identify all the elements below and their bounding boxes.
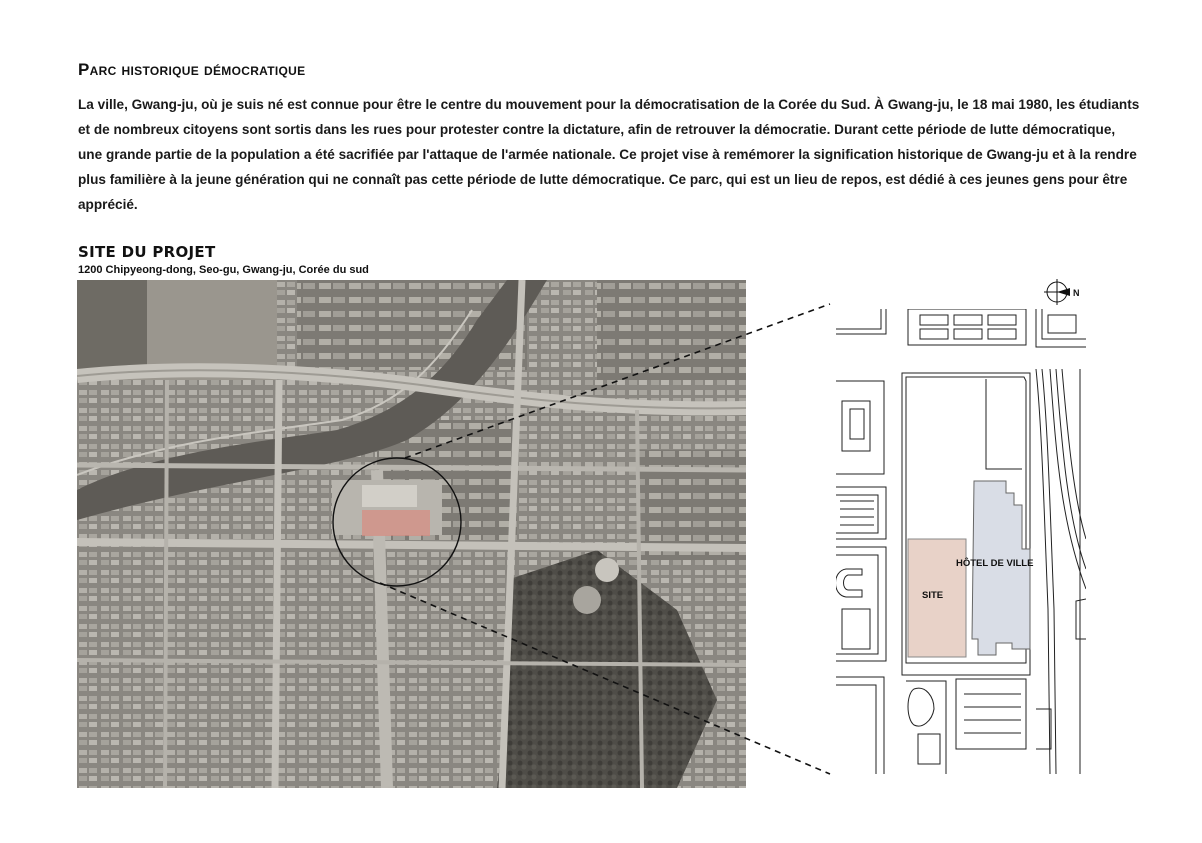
north-arrow [1044, 279, 1088, 305]
intro-paragraph: La ville, Gwang-ju, où je suis né est connue pour être le centre du mouvement pour la démocratisation de la Corée du Sud. À Gwang-ju, le 18 mai 1980, les étudiants et de nombreux citoyens sont sortis dans les rues pour protester contre la dictature, afin de retrouver la démocratie. Durant cette période de lutte démocratique, une grande partie de la population a été sacrifiée par l'attaque de l'armée nationale. Ce projet vise à remémorer la signification historique de Gwang-ju et à la rendre plus familière à la jeune génération qui ne connaît pas cette période de lutte démocratique. Ce parc, qui est un lieu de repos, est dédié à ces jeunes gens pour être apprécié. [78, 97, 1140, 212]
site-address: 1200 Chipyeong-dong, Seo-gu, Gwang-ju, Corée du sud [78, 264, 369, 276]
site-plan [836, 309, 1086, 774]
aerial-photo-drawing [77, 280, 746, 788]
site-label: SITE [922, 590, 944, 601]
page-title: Parc historique démocratique [78, 60, 306, 79]
north-label: N [1073, 288, 1080, 298]
aerial-photo [77, 280, 746, 788]
site-plan-drawing [836, 309, 1086, 774]
site-heading: SITE DU PROJET [78, 243, 216, 261]
north-arrow-icon [1044, 279, 1088, 305]
city-hall-label: HÔTEL DE VILLE [956, 558, 1034, 569]
